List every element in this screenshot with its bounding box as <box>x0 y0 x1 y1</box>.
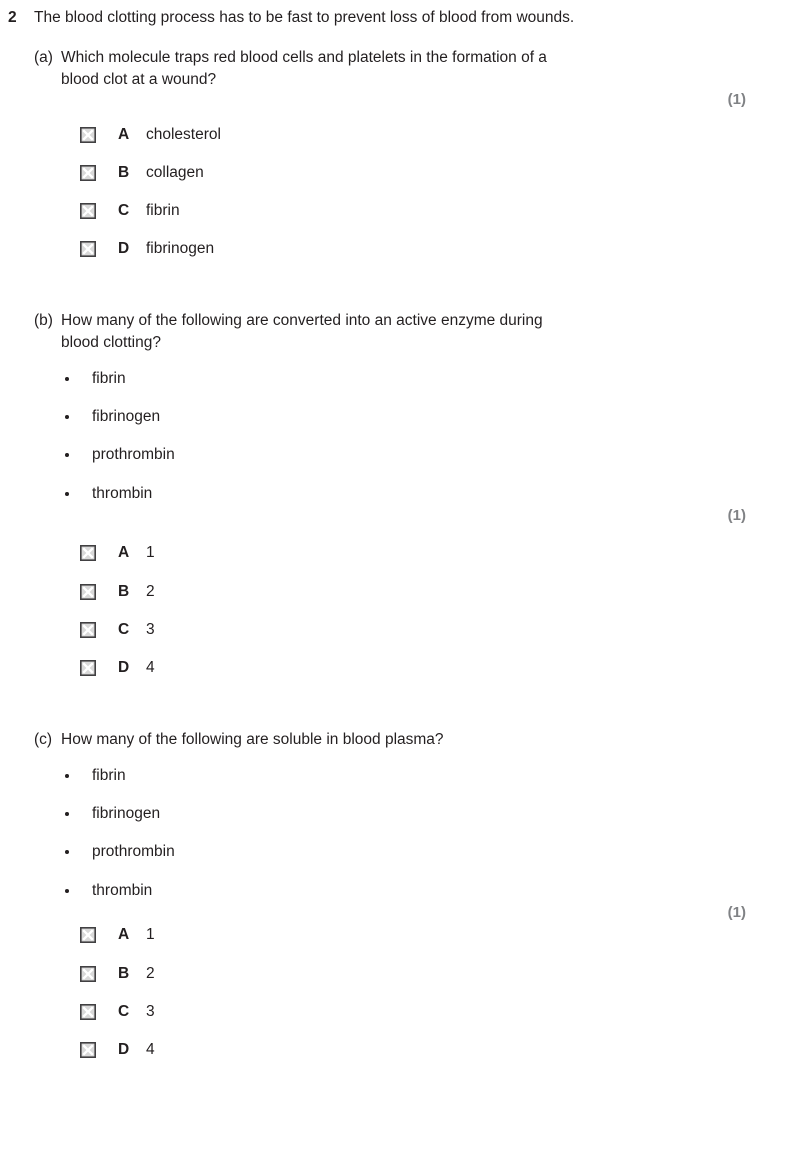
bullet-icon <box>65 377 69 381</box>
crossed-box-icon <box>80 203 96 219</box>
bullet-icon <box>65 453 69 457</box>
option-text: 3 <box>146 621 155 638</box>
answer-checkbox[interactable] <box>80 165 96 181</box>
option-text: collagen <box>146 164 204 181</box>
bullet-item <box>0 882 812 902</box>
bullet-item <box>0 370 812 390</box>
option-text: 1 <box>146 544 155 561</box>
part-b-label: (b) <box>34 312 53 329</box>
answer-checkbox[interactable] <box>80 622 96 638</box>
bullet-text: thrombin <box>92 882 153 899</box>
part-a-marks-label: (1) <box>727 91 746 108</box>
bullet-icon <box>65 774 69 778</box>
crossed-box-icon <box>80 660 96 676</box>
bullet-text: fibrin <box>92 370 126 387</box>
option-text: fibrin <box>146 202 180 219</box>
answer-checkbox[interactable] <box>80 127 96 143</box>
crossed-box-icon <box>80 1042 96 1058</box>
bullet-item <box>0 843 812 863</box>
answer-checkbox[interactable] <box>80 1004 96 1020</box>
option-letter: B <box>118 965 130 982</box>
option-letter: A <box>118 126 130 143</box>
option-letter: D <box>118 1041 130 1058</box>
option-letter: C <box>118 621 130 638</box>
option-letter: C <box>118 202 130 219</box>
option-row-b-D <box>0 659 812 679</box>
option-text: 4 <box>146 1041 155 1058</box>
part-a-label: (a) <box>34 49 53 66</box>
option-text: 1 <box>146 926 155 943</box>
bullet-text: thrombin <box>92 485 153 502</box>
option-text: 3 <box>146 1003 155 1020</box>
crossed-box-icon <box>80 584 96 600</box>
part-a-prompt-line-2: blood clot at a wound? <box>61 71 217 88</box>
option-row-a-D <box>0 240 812 260</box>
option-text: 2 <box>146 583 155 600</box>
answer-checkbox[interactable] <box>80 203 96 219</box>
part-c-prompt <box>0 729 812 749</box>
option-row-b-B <box>0 583 812 603</box>
answer-checkbox[interactable] <box>80 1042 96 1058</box>
bullet-icon <box>65 415 69 419</box>
option-text: fibrinogen <box>146 240 215 257</box>
answer-checkbox[interactable] <box>80 241 96 257</box>
question-stem-row <box>0 9 812 29</box>
answer-checkbox[interactable] <box>80 660 96 676</box>
answer-checkbox[interactable] <box>80 927 96 943</box>
part-b-prompt-line-1: How many of the following are converted into an active enzyme during <box>61 312 543 329</box>
bullet-item <box>0 767 812 787</box>
part-b-prompt <box>0 310 812 356</box>
part-c-marks-label: (1) <box>727 904 746 921</box>
bullet-item <box>0 805 812 825</box>
bullet-item <box>0 485 812 505</box>
part-a-prompt-line-1: Which molecule traps red blood cells and platelets in the formation of a <box>61 49 547 66</box>
question-stem: The blood clotting process has to be fast to prevent loss of blood from wounds. <box>34 9 575 26</box>
crossed-box-icon <box>80 1004 96 1020</box>
crossed-box-icon <box>80 165 96 181</box>
crossed-box-icon <box>80 622 96 638</box>
option-text: cholesterol <box>146 126 221 143</box>
option-letter: A <box>118 544 130 561</box>
bullet-text: fibrin <box>92 767 126 784</box>
option-letter: B <box>118 583 130 600</box>
option-row-a-A <box>0 126 812 146</box>
answer-checkbox[interactable] <box>80 545 96 561</box>
crossed-box-icon <box>80 127 96 143</box>
option-letter: D <box>118 240 130 257</box>
option-row-b-C <box>0 621 812 641</box>
option-row-a-B <box>0 164 812 184</box>
bullet-icon <box>65 492 69 496</box>
option-text: 2 <box>146 965 155 982</box>
part-b-marks-label: (1) <box>727 507 746 524</box>
answer-checkbox[interactable] <box>80 584 96 600</box>
answer-checkbox[interactable] <box>80 966 96 982</box>
option-letter: D <box>118 659 130 676</box>
option-row-a-C <box>0 202 812 222</box>
bullet-text: prothrombin <box>92 843 175 860</box>
option-letter: A <box>118 926 130 943</box>
option-letter: C <box>118 1003 130 1020</box>
crossed-box-icon <box>80 545 96 561</box>
bullet-item <box>0 446 812 466</box>
bullet-icon <box>65 889 69 893</box>
bullet-icon <box>65 812 69 816</box>
bullet-text: fibrinogen <box>92 408 161 425</box>
option-row-c-C <box>0 1003 812 1023</box>
crossed-box-icon <box>80 966 96 982</box>
option-letter: B <box>118 164 130 181</box>
bullet-icon <box>65 850 69 854</box>
option-text: 4 <box>146 659 155 676</box>
bullet-item <box>0 408 812 428</box>
part-c-label: (c) <box>34 731 53 748</box>
part-c-prompt-line-1: How many of the following are soluble in blood plasma? <box>61 731 444 748</box>
bullet-text: prothrombin <box>92 446 175 463</box>
option-row-b-A <box>0 544 812 564</box>
crossed-box-icon <box>80 241 96 257</box>
bullet-text: fibrinogen <box>92 805 161 822</box>
part-b-prompt-line-2: blood clotting? <box>61 334 161 351</box>
crossed-box-icon <box>80 927 96 943</box>
question-number: 2 <box>8 9 17 26</box>
option-row-c-D <box>0 1041 812 1061</box>
part-a-prompt <box>0 47 812 93</box>
option-row-c-B <box>0 965 812 985</box>
option-row-c-A <box>0 926 812 946</box>
